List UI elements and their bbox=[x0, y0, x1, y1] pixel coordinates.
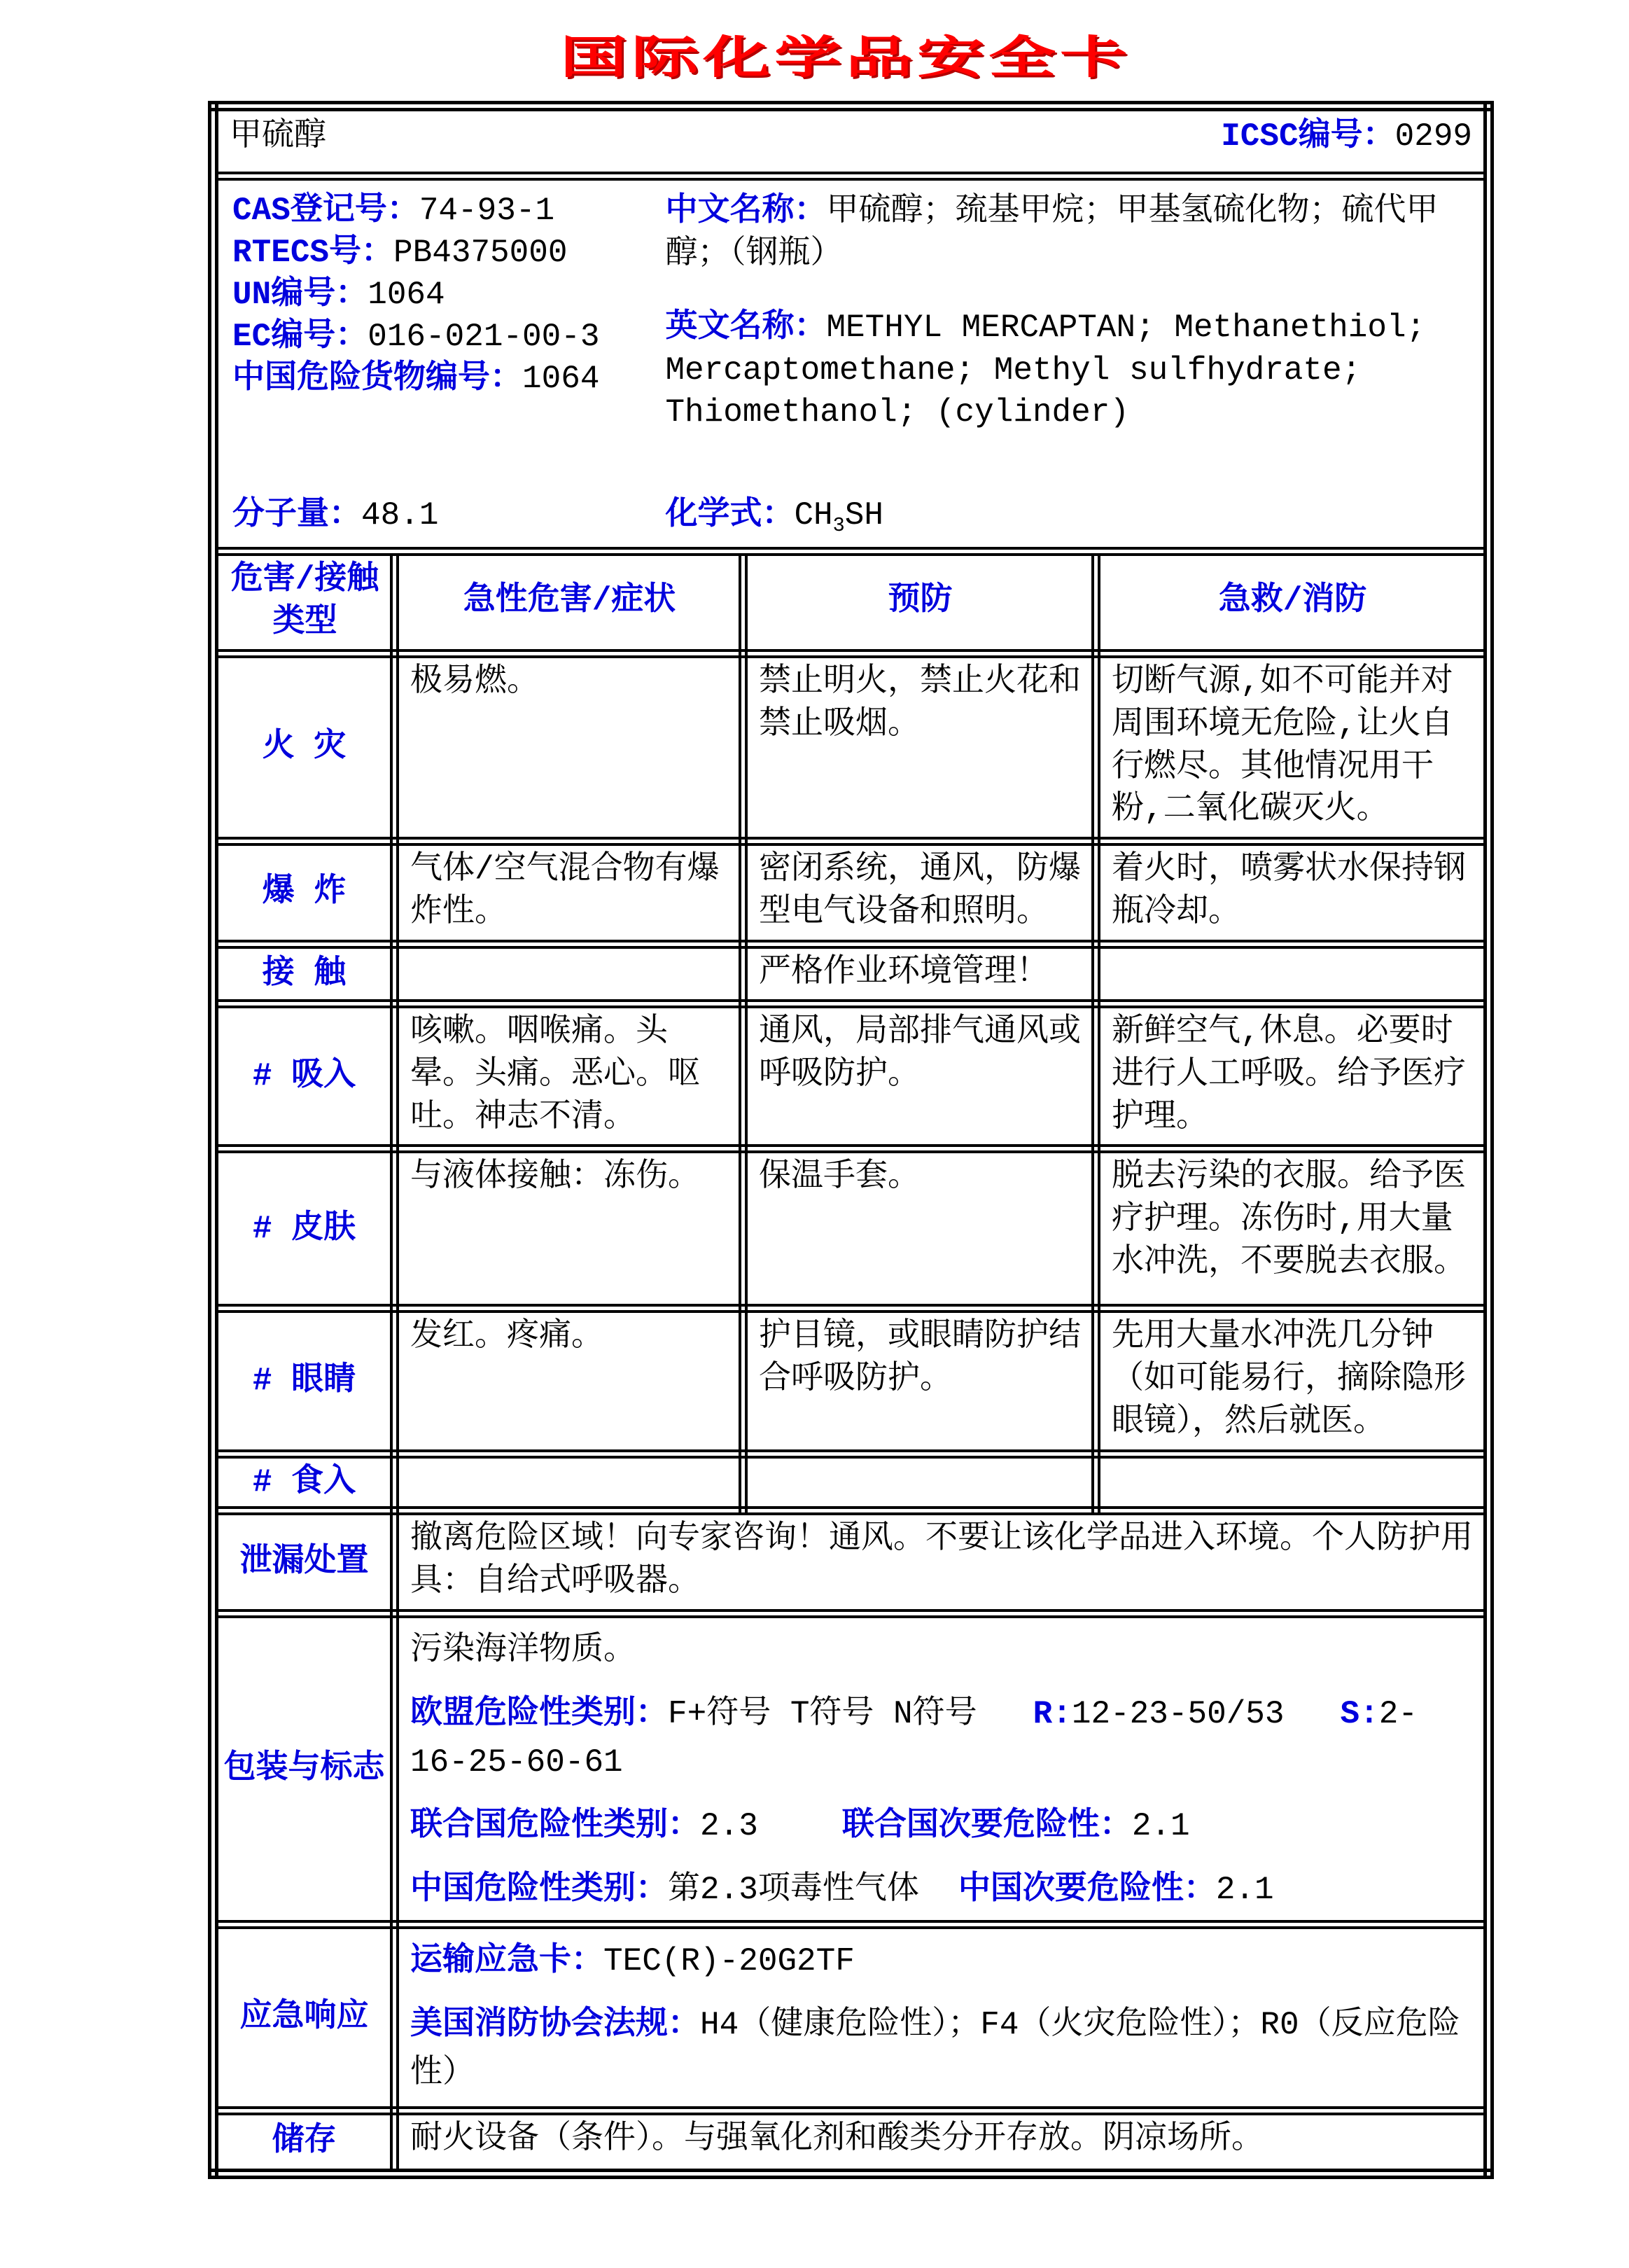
molecular-weight-value: 48.1 bbox=[361, 497, 439, 534]
cn-subrisk-label: 中国次要危险性： bbox=[958, 1871, 1216, 1908]
icsc-number-value: 0299 bbox=[1394, 118, 1473, 155]
hazard-row-ingestion bbox=[214, 1454, 1489, 1511]
chinese-names-value: 甲硫醇；巯基甲烷；甲基氢硫化物；硫代甲醇；（钢瓶） bbox=[665, 193, 1439, 273]
s-phrases-label: S: bbox=[1340, 1695, 1379, 1732]
un-value: 1064 bbox=[368, 277, 445, 314]
english-names-value: METHYL MERCAPTAN; Methanethiol; Mercaptomethane; Methyl sulfhydrate; Thiomethanol; (cylinder) bbox=[665, 309, 1426, 431]
identifiers-cell bbox=[214, 176, 1489, 551]
fire-label: 火 灾 bbox=[214, 654, 395, 842]
cn-dangerous-goods-value: 1064 bbox=[522, 360, 600, 397]
hazard-header-symptoms: 急性危害/症状 bbox=[395, 551, 743, 653]
nfpa-label: 美国消防协会法规： bbox=[410, 2006, 700, 2043]
explosion-firstaid: 着火时，喷雾状水保持钢瓶冷却。 bbox=[1096, 842, 1489, 944]
nfpa-line bbox=[410, 2001, 1474, 2098]
tec-card-line bbox=[410, 1937, 1474, 1986]
english-names-line bbox=[665, 307, 1469, 434]
fire-symptoms: 极易燃。 bbox=[395, 654, 743, 842]
emergency-content bbox=[395, 1924, 1489, 2110]
emergency-row bbox=[214, 1924, 1489, 2110]
rtecs-label: RTECS号： bbox=[232, 235, 394, 272]
storage-label: 储存 bbox=[214, 2110, 395, 2173]
hazard-header-firstaid: 急救/消防 bbox=[1096, 551, 1489, 653]
storage-row bbox=[214, 2110, 1489, 2173]
cn-dangerous-goods-label: 中国危险货物编号： bbox=[232, 360, 522, 397]
ec-line bbox=[232, 316, 665, 359]
ingestion-label: # 食入 bbox=[214, 1454, 395, 1511]
chemical-formula-label: 化学式： bbox=[665, 497, 795, 534]
un-classification-line bbox=[410, 1802, 1474, 1851]
inhalation-label: # 吸入 bbox=[214, 1004, 395, 1149]
card-header-cell bbox=[214, 106, 1489, 176]
cn-class-label: 中国危险性类别： bbox=[410, 1871, 668, 1908]
s-phrases-value: 2-16-25-60-61 bbox=[410, 1695, 1418, 1781]
packaging-label: 包装与标志 bbox=[214, 1613, 395, 1924]
packaging-row bbox=[214, 1613, 1489, 1924]
inhalation-symptoms: 咳嗽。咽喉痛。头晕。头痛。恶心。呕吐。神志不清。 bbox=[395, 1004, 743, 1149]
packaging-content bbox=[395, 1613, 1489, 1924]
registry-numbers-block bbox=[232, 190, 665, 400]
chinese-names-line bbox=[665, 190, 1469, 275]
identifiers-wrap bbox=[232, 190, 1469, 434]
cn-dangerous-goods-line bbox=[232, 359, 665, 401]
page-title bbox=[208, 32, 1483, 91]
eu-class-value: F+符号 T符号 N符号 bbox=[668, 1695, 977, 1732]
inhalation-firstaid: 新鲜空气,休息。必要时进行人工呼吸。给予医疗护理。 bbox=[1096, 1004, 1489, 1149]
contact-prevention: 严格作业环境管理！ bbox=[743, 944, 1096, 1004]
contact-symptoms bbox=[395, 944, 743, 1004]
skin-symptoms: 与液体接触：冻伤。 bbox=[395, 1149, 743, 1309]
hazard-row-contact bbox=[214, 944, 1489, 1004]
explosion-label: 爆 炸 bbox=[214, 842, 395, 944]
spill-row bbox=[214, 1511, 1489, 1613]
contact-firstaid bbox=[1096, 944, 1489, 1004]
skin-label: # 皮肤 bbox=[214, 1149, 395, 1309]
eyes-label: # 眼睛 bbox=[214, 1309, 395, 1454]
icsc-number-label: ICSC编号： bbox=[1221, 118, 1395, 155]
un-class-label: 联合国危险性类别： bbox=[410, 1807, 700, 1844]
hazard-row-skin bbox=[214, 1149, 1489, 1309]
eyes-prevention: 护目镜，或眼睛防护结合呼吸防护。 bbox=[743, 1309, 1096, 1454]
r-phrases-value: 12-23-50/53 bbox=[1071, 1695, 1285, 1732]
cas-value: 74-93-1 bbox=[419, 193, 555, 230]
cn-classification-line bbox=[410, 1866, 1474, 1914]
spill-label: 泄漏处置 bbox=[214, 1511, 395, 1613]
un-subrisk-value: 2.1 bbox=[1131, 1807, 1190, 1844]
ingestion-symptoms bbox=[395, 1454, 743, 1511]
emergency-label: 应急响应 bbox=[214, 1924, 395, 2110]
eu-class-label: 欧盟危险性类别： bbox=[410, 1695, 668, 1732]
marine-pollutant-line: 污染海洋物质。 bbox=[410, 1632, 636, 1669]
eyes-firstaid: 先用大量水冲洗几分钟（如可能易行，摘除隐形眼镜），然后就医。 bbox=[1096, 1309, 1489, 1454]
r-phrases-label: R: bbox=[1033, 1695, 1072, 1732]
explosion-prevention: 密闭系统，通风，防爆型电气设备和照明。 bbox=[743, 842, 1096, 944]
hazard-header-row bbox=[214, 551, 1489, 653]
substance-name: 甲硫醇 bbox=[230, 118, 326, 155]
english-names-label: 英文名称： bbox=[665, 309, 827, 346]
tec-card-label: 运输应急卡： bbox=[410, 1942, 603, 1980]
storage-text: 耐火设备（条件）。与强氧化剂和酸类分开存放。阴凉场所。 bbox=[395, 2110, 1489, 2173]
ec-value: 016-021-00-3 bbox=[368, 318, 600, 355]
nfpa-value: H4（健康危险性）；F4（火灾危险性）；R0（反应危险性） bbox=[410, 2006, 1460, 2092]
cn-subrisk-value: 2.1 bbox=[1215, 1871, 1274, 1908]
rtecs-value: PB4375000 bbox=[393, 235, 568, 272]
rtecs-line bbox=[232, 232, 665, 274]
hazard-row-fire bbox=[214, 654, 1489, 842]
ingestion-prevention bbox=[743, 1454, 1096, 1511]
hazard-header-prevention: 预防 bbox=[743, 551, 1096, 653]
eyes-symptoms: 发红。疼痛。 bbox=[395, 1309, 743, 1454]
inhalation-prevention: 通风，局部排气通风或呼吸防护。 bbox=[743, 1004, 1096, 1149]
eu-classification-line bbox=[410, 1690, 1474, 1787]
card-header-flex bbox=[218, 111, 1483, 162]
page-title-text: 国际化学品安全卡 bbox=[560, 36, 1131, 87]
hazard-row-eyes bbox=[214, 1309, 1489, 1454]
skin-firstaid: 脱去污染的衣服。给予医疗护理。冻伤时,用大量水冲洗，不要脱去衣服。 bbox=[1096, 1149, 1489, 1309]
tec-card-value: TEC(R)-20G2TF bbox=[603, 1942, 855, 1980]
icsc-card-table bbox=[208, 101, 1494, 2178]
hazard-row-explosion bbox=[214, 842, 1489, 944]
fire-firstaid: 切断气源,如不可能并对周围环境无危险,让火自行燃尽。其他情况用干粉,二氧化碳灭火。 bbox=[1096, 654, 1489, 842]
un-line bbox=[232, 274, 665, 316]
molecular-weight bbox=[232, 494, 665, 537]
names-block bbox=[665, 190, 1469, 434]
icsc-number bbox=[1221, 116, 1472, 158]
identifiers-row bbox=[214, 176, 1489, 551]
un-class-value: 2.3 bbox=[700, 1807, 758, 1844]
spill-text: 撤离危险区域！向专家咨询！通风。不要让该化学品进入环境。个人防护用具：自给式呼吸器。 bbox=[395, 1511, 1489, 1613]
molecular-weight-label: 分子量： bbox=[232, 497, 361, 534]
un-label: UN编号： bbox=[232, 277, 368, 314]
chemical-formula bbox=[665, 494, 883, 537]
cas-line bbox=[232, 190, 665, 232]
explosion-symptoms: 气体/空气混合物有爆炸性。 bbox=[395, 842, 743, 944]
skin-prevention: 保温手套。 bbox=[743, 1149, 1096, 1309]
un-subrisk-label: 联合国次要危险性： bbox=[841, 1807, 1132, 1844]
ec-label: EC编号： bbox=[232, 318, 368, 355]
cn-class-value: 第2.3项毒性气体 bbox=[668, 1871, 919, 1908]
cas-label: CAS登记号： bbox=[232, 193, 419, 230]
hazard-row-inhalation bbox=[214, 1004, 1489, 1149]
molecular-line bbox=[232, 494, 1469, 537]
ingestion-firstaid bbox=[1096, 1454, 1489, 1511]
contact-label: 接 触 bbox=[214, 944, 395, 1004]
chinese-names-label: 中文名称： bbox=[665, 193, 827, 230]
chemical-formula-value: $CH_3SH$ bbox=[794, 497, 884, 538]
card-header-row bbox=[214, 106, 1489, 176]
hazard-header-type: 危害/接触类型 bbox=[214, 551, 395, 653]
fire-prevention: 禁止明火，禁止火花和禁止吸烟。 bbox=[743, 654, 1096, 842]
